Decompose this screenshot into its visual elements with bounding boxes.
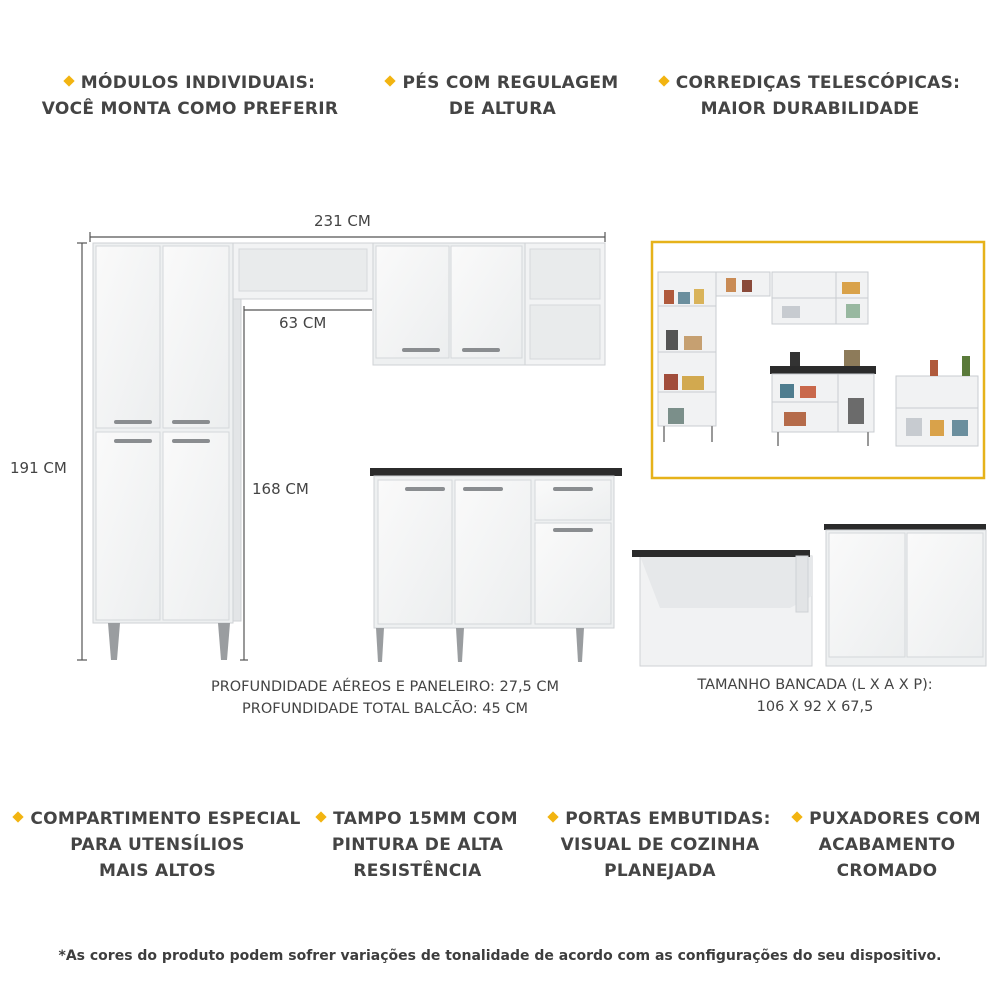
diamond-bullet-icon [13, 811, 24, 822]
feature-line: PINTURA DE ALTA [331, 835, 504, 855]
feature-line: PORTAS EMBUTIDAS: [565, 809, 771, 829]
feature-puxadores [782, 806, 992, 884]
feature-line: DE ALTURA [448, 99, 557, 119]
tall-pantry-cabinet [93, 243, 241, 660]
feature-compartimento [10, 806, 305, 884]
feature-line: CROMADO [836, 861, 938, 881]
bancada-line-2: 106 X 92 X 67,5 [756, 699, 874, 715]
diamond-bullet-icon [316, 811, 327, 822]
feature-line: MAIS ALTOS [98, 861, 217, 881]
diamond-bullet-icon [548, 811, 559, 822]
bancada-note [665, 674, 965, 718]
preview-scene [652, 242, 984, 478]
bancada-module [632, 550, 812, 666]
feature-portas [540, 806, 780, 884]
feature-line: VOCÊ MONTA COMO PREFERIR [41, 99, 339, 119]
feature-line: CORREDIÇAS TELESCÓPICAS: [675, 73, 961, 93]
feature-tampo [310, 806, 525, 884]
feature-line: TAMPO 15MM COM [333, 809, 518, 829]
bancada-line-1: TAMANHO BANCADA (L X A X P): [697, 677, 933, 693]
depth-line-2: PROFUNDIDADE TOTAL BALCÃO: 45 CM [242, 701, 528, 717]
dimension-height-total: 191 CM [10, 459, 67, 477]
feature-line: MAIOR DURABILIDADE [700, 99, 920, 119]
small-base-cabinet [824, 524, 986, 666]
feature-line: VISUAL DE COZINHA [560, 835, 760, 855]
base-cabinet [370, 468, 622, 662]
wall-two-door-cabinet [373, 243, 525, 365]
color-disclaimer: *As cores do produto podem sofrer variações de tonalidade de acordo com as configurações do seu dispositivo. [58, 948, 942, 964]
feature-line: ACABAMENTO [818, 835, 956, 855]
diamond-bullet-icon [791, 811, 802, 822]
dimension-width-total: 231 CM [314, 212, 371, 230]
wall-open-niche [525, 243, 605, 365]
feature-line: COMPARTIMENTO ESPECIAL [30, 809, 301, 829]
feature-line: PUXADORES COM [809, 809, 981, 829]
feature-line: PLANEJADA [604, 861, 716, 881]
feature-line: MÓDULOS INDIVIDUAIS: [80, 73, 316, 93]
dimension-gap-height: 168 CM [252, 480, 309, 498]
feature-line: PARA UTENSÍLIOS [70, 835, 245, 855]
feature-line: RESISTÊNCIA [353, 861, 482, 881]
depth-note [180, 676, 590, 720]
wall-open-shelf [233, 243, 373, 299]
depth-line-1: PROFUNDIDADE AÉREOS E PANELEIRO: 27,5 CM [210, 679, 560, 695]
feature-line: PÉS COM REGULAGEM [402, 73, 619, 93]
dimension-gap-width: 63 CM [279, 314, 327, 332]
